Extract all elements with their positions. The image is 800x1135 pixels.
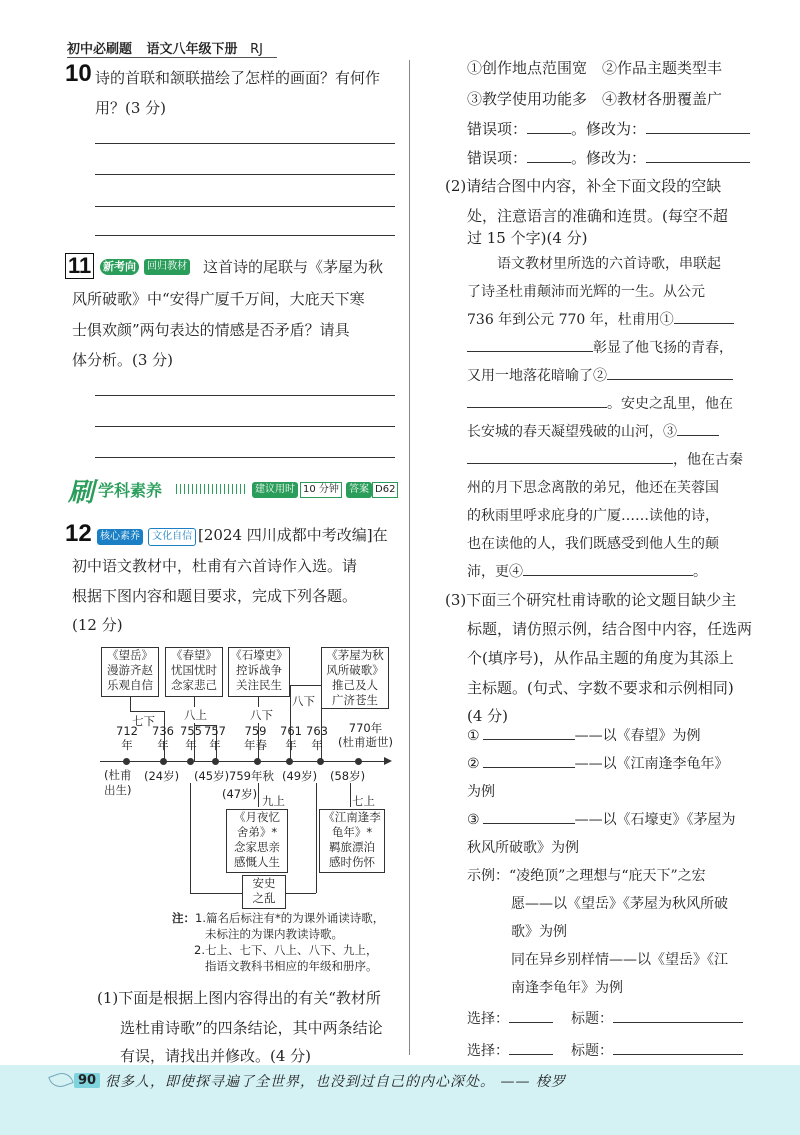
title-item-2: [467, 748, 729, 780]
passage-p9: 州的月下思念离散的弟兄，他还在芙蓉国: [467, 480, 719, 496]
error-label: 错误项：: [467, 120, 528, 138]
error-item-blank[interactable]: [527, 118, 571, 134]
passage-p2: 了诗圣杜甫颠沛而光辉的一生。从公元: [467, 284, 705, 300]
timeline-box-jiangnan: 《江南逢李 龟年》* 羁旅漂泊 感时伤怀: [319, 809, 385, 873]
timeline-notes: [172, 910, 384, 974]
sub3-line3: 个(填序号)，从作品主题的角度为其添上: [467, 649, 734, 667]
error-label: 错误项：: [467, 149, 528, 167]
note2: 2.七上、七下、八上、八下、九上，: [194, 943, 378, 957]
column-divider: [409, 60, 410, 1055]
item3-text: ——以《石壕吏》《茅屋为: [574, 812, 736, 828]
blank-1[interactable]: [674, 308, 734, 324]
note1: 1.篇名后标注有*的为课外诵读诗歌，: [195, 911, 385, 925]
title-blank-1[interactable]: [483, 724, 575, 740]
year-757: 757 年: [204, 724, 226, 752]
fix-blank[interactable]: [646, 118, 750, 134]
page-header: [67, 38, 263, 57]
age-24: (24岁): [144, 769, 180, 783]
fix-label: 。修改为：: [571, 149, 647, 167]
answer-label: 答案: [346, 482, 372, 498]
q12-source: [2024 四川成都中考改编]在: [198, 526, 388, 544]
question-number-12: 12: [65, 520, 92, 547]
item2-num: ②: [467, 756, 480, 772]
connector: [130, 711, 164, 712]
answer-line[interactable]: [95, 395, 395, 396]
year-770: 770年 (杜甫逝世): [338, 721, 393, 749]
timeline-dot: [286, 758, 293, 765]
sub3-line1: (3)下面三个研究杜甫诗歌的论文题目缺少主: [445, 591, 737, 609]
answer-line[interactable]: [95, 174, 395, 175]
item3-num: ③: [467, 812, 480, 828]
age-759-autumn: 759年秋: [229, 769, 274, 783]
choose-label: 选择：: [467, 1043, 509, 1059]
badge-cultural-confidence: 文化自信: [148, 528, 196, 546]
answer-line[interactable]: [95, 457, 395, 458]
connector: [286, 893, 316, 894]
answer-line[interactable]: [95, 235, 395, 236]
connector: [316, 783, 317, 893]
sub1-options-row1: ①创作地点范围宽 ②作品主题类型丰: [467, 59, 723, 77]
header-rule: [67, 57, 277, 58]
timeline-box-war: 安史 之乱: [242, 875, 286, 909]
choice-row: [467, 1035, 743, 1067]
item1-num: ①: [467, 728, 480, 744]
error-item-blank[interactable]: [527, 147, 571, 163]
section-title: 学科素养: [98, 481, 163, 500]
note-label: 注：: [172, 911, 195, 925]
header-brand: 初中必刷题: [67, 42, 133, 57]
grade-label: 七下: [132, 714, 155, 728]
title-label: 标题：: [571, 1043, 613, 1059]
section-stripes: [176, 484, 246, 494]
passage-p5-text: 又用一地落花暗喻了②: [467, 368, 607, 384]
age-45: (45岁): [194, 769, 230, 783]
passage-p6-text: 。安史之乱里，他在: [607, 396, 733, 412]
header-subject: 语文八年级下册: [146, 42, 238, 57]
header-edition: RJ: [250, 42, 263, 57]
blank-3-cont[interactable]: [467, 448, 673, 464]
year-712: 712 年: [116, 724, 138, 752]
q12-line2: 初中语文教材中，杜甫有六首诗作入选。请: [72, 557, 358, 575]
q12-badges: [97, 526, 196, 546]
q10-line1: 诗的首联和颔联描绘了怎样的画面？有何作: [95, 69, 381, 87]
timeline-dot: [317, 758, 324, 765]
connector: [190, 893, 242, 894]
grade-label: 七上: [352, 794, 375, 808]
timeline-dot: [254, 758, 261, 765]
item2-text: ——以《江南逢李龟年》: [574, 756, 729, 772]
timeline-dot: [160, 758, 167, 765]
fix-label: 。修改为：: [571, 120, 647, 138]
passage-p7-text: 长安城的春天凝望残破的山河，③: [467, 424, 677, 440]
timeline-box-shihaoli: 《石壕吏》 控诉战争 关注民生: [228, 647, 290, 697]
timeline-dot: [123, 758, 130, 765]
example-2a: 同在异乡别样情——以《望岳》《江: [511, 952, 728, 968]
example-1c: 歌》为例: [511, 924, 567, 940]
sub1-line1: (1)下面是根据上图内容得出的有关“教材所: [97, 989, 381, 1007]
passage-p12-end: 。: [693, 564, 707, 580]
q11-line2: 风所破歌》中“安得广厦千万间，大庇天下寒: [72, 290, 365, 308]
passage-p11: 也在读他的人，我们既感受到他人生的颠: [467, 536, 719, 552]
year-763: 763 年: [306, 724, 328, 752]
grade-label: 八下: [292, 694, 315, 708]
badge-back-to-textbook: 回归教材: [144, 259, 190, 275]
q11-line3: 士俱欢颜”两句表达的情感是否矛盾？请具: [72, 321, 350, 339]
choose-blank[interactable]: [509, 1039, 553, 1055]
title-blank[interactable]: [613, 1007, 743, 1023]
grade-label: 八下: [250, 708, 273, 722]
age-birth: (杜甫 出生): [104, 768, 132, 797]
timeline-dot: [212, 758, 219, 765]
blank-1-cont[interactable]: [467, 336, 593, 352]
connector: [350, 783, 351, 807]
timeline-box-maowu: 《茅屋为秋 风所破歌》 推己及人 广济苍生: [321, 647, 389, 709]
title-blank-3[interactable]: [483, 808, 575, 824]
timeline-dot: [187, 758, 194, 765]
passage-p4-text: 彰显了他飞扬的青春，: [593, 340, 733, 356]
axis-arrow: [384, 757, 392, 765]
title-label: 标题：: [571, 1011, 613, 1027]
example-1b: 愿——以《望岳》《茅屋为秋风所破: [511, 896, 728, 912]
passage-p8-text: ，他在古秦: [673, 452, 743, 468]
timeline-box-yueye: 《月夜忆 舍弟》* 念家思亲 感慨人生: [226, 809, 288, 873]
sub1-line3: 有误，请找出并修改。(4 分): [120, 1047, 312, 1065]
answer-line[interactable]: [95, 143, 395, 144]
passage-p3-text: 736 年到公元 770 年，杜甫用①: [467, 312, 674, 328]
badge-core-literacy: 核心素养: [97, 529, 143, 545]
item1-text: ——以《春望》为例: [574, 728, 701, 744]
timeline-box-wangyue: 《望岳》 漫游齐赵 乐观自信: [101, 647, 159, 697]
footer-quote: 很多人，即使探寻遍了全世界，也没到过自己的内心深处。 —— 梭罗: [105, 1074, 566, 1090]
blank-3[interactable]: [677, 420, 719, 436]
q11-line1: 这首诗的尾联与《茅屋为秋: [203, 258, 384, 276]
question-number-11: 11: [65, 253, 94, 279]
choice-row: [467, 1003, 743, 1035]
age-49: (49岁): [282, 769, 318, 783]
timeline-axis: [100, 761, 388, 762]
fix-blank[interactable]: [646, 147, 750, 163]
note2b: 指语文教科书相应的年级和册序。: [205, 959, 378, 973]
timeline-dot: [355, 758, 362, 765]
question-number-10: 10: [65, 60, 92, 87]
year-759-spring: 759 年春: [244, 724, 267, 752]
blank-4[interactable]: [523, 560, 693, 576]
title-item-2-cont: 为例: [467, 784, 495, 800]
grade-label: 九上: [262, 794, 285, 808]
choose-blank[interactable]: [509, 1007, 553, 1023]
answer-line[interactable]: [95, 426, 395, 427]
connector: [130, 697, 131, 711]
page-footer: [0, 1065, 800, 1135]
timeline-box-chunwang: 《春望》 忧国忧时 念家悲己: [165, 647, 223, 697]
sub3-line5: (4 分): [467, 707, 509, 725]
grade-label: 八上: [184, 708, 207, 722]
section-shua: 刷: [68, 478, 95, 508]
age-58: (58岁): [330, 769, 366, 783]
sub2-line1: (2)请结合图中内容，补全下面文段的空缺: [445, 177, 722, 195]
answer-page: D62: [372, 482, 398, 498]
sub1-options-row2: ③教学使用功能多 ④教材各册覆盖广: [467, 90, 723, 108]
choose-label: 选择：: [467, 1011, 509, 1027]
q12-line4: (12 分): [72, 616, 123, 634]
q10-line2: 用？(3 分): [95, 99, 167, 117]
sub2-line2: 处，注意语言的准确和连贯。(每空不超: [467, 207, 728, 225]
error-row: [467, 113, 750, 145]
title-blank[interactable]: [613, 1039, 743, 1055]
time-value: 10 分钟: [300, 482, 342, 498]
sub1-line2: 选杜甫诗歌”的四条结论，其中两条结论: [120, 1019, 383, 1037]
example-label: 示例：: [467, 868, 509, 884]
q11-badges: [100, 256, 190, 275]
example-1a: “凌绝顶”之理想与“庇天下”之宏: [509, 868, 706, 884]
answer-line[interactable]: [95, 206, 395, 207]
passage-p10: 的秋雨里呼求庇身的广厦……读他的诗，: [467, 508, 719, 524]
leaf-icon: [48, 1070, 73, 1091]
age-47: (47岁): [222, 787, 258, 801]
year-755: 755 年: [180, 724, 202, 752]
q12-line3: 根据下图内容和题目要求，完成下列各题。: [72, 587, 358, 605]
connector: [290, 685, 321, 686]
connector: [190, 783, 191, 893]
section-banner: [68, 472, 398, 508]
sub3-line4: 主标题。(句式、字数不要求和示例相同): [467, 679, 734, 697]
note1b: 未标注的为课内教读诗歌。: [205, 927, 343, 941]
title-blank-2[interactable]: [483, 752, 575, 768]
passage-p12-text: 沛，更④: [467, 564, 523, 580]
time-label: 建议用时: [252, 482, 298, 498]
timeline-diagram: [90, 645, 400, 915]
passage-p1: 语文教材里所选的六首诗歌，串联起: [497, 256, 721, 272]
example-2b: 南逢李龟年》为例: [511, 980, 623, 996]
blank-2-cont[interactable]: [467, 392, 607, 408]
q11-line4: 体分析。(3 分): [72, 351, 174, 369]
connector: [258, 783, 259, 807]
year-736: 736 年: [152, 724, 174, 752]
badge-new-direction: 新考向: [100, 259, 139, 275]
title-item-3-cont: 秋风所破歌》为例: [467, 840, 579, 856]
sub2-line3: 过 15 个字)(4 分): [467, 229, 588, 247]
page-number: 90: [74, 1073, 100, 1088]
year-761: 761 年: [280, 724, 302, 752]
blank-2[interactable]: [607, 364, 733, 380]
sub3-line2: 标题，请仿照示例，结合图中内容，任选两: [467, 620, 753, 638]
